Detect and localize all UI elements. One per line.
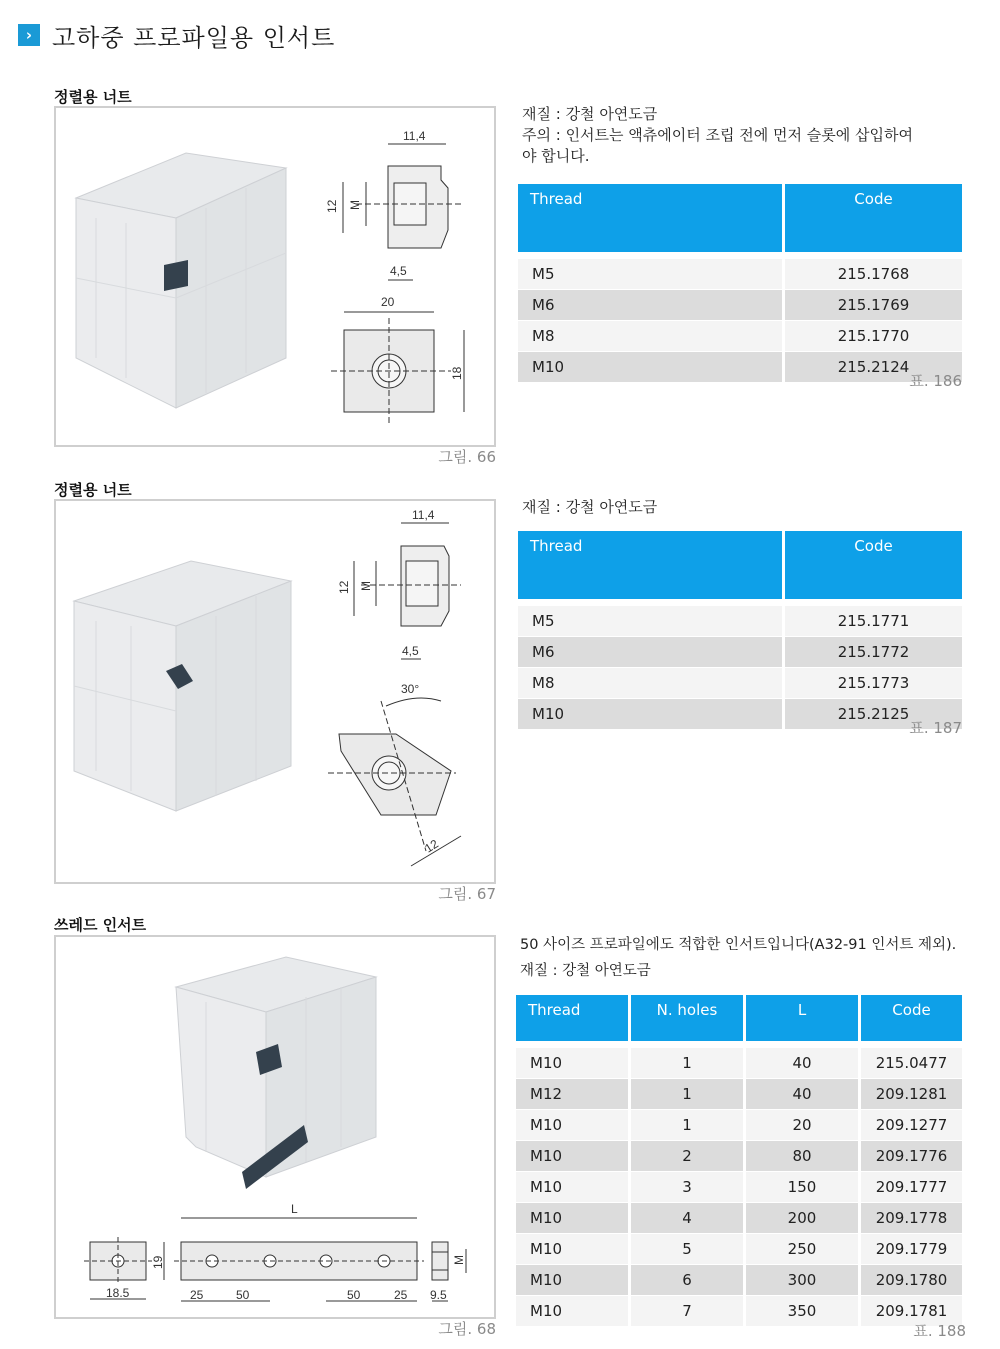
figure-66 (54, 106, 496, 447)
cell-l: 40 (746, 1078, 861, 1109)
dim-height-12: 12 (325, 199, 339, 213)
dim-length-l: L (291, 1202, 298, 1216)
table-row (518, 258, 962, 289)
col-header-code: Code (861, 995, 962, 1041)
dim-thread-m: M (348, 200, 362, 210)
cell-code: 209.1779 (861, 1233, 962, 1264)
spec-table-187 (518, 531, 962, 729)
cell-l: 250 (746, 1233, 861, 1264)
cell-n-holes: 4 (631, 1202, 746, 1233)
cell-code: 215.2124 (785, 351, 962, 382)
dim-12-diag: 12 (422, 836, 441, 856)
figure-66-drawing (56, 108, 494, 445)
cell-code: 215.1773 (785, 667, 962, 698)
profile-block-illustration (176, 957, 376, 1189)
section-title-thread-insert: 쓰레드 인서트 (54, 916, 147, 934)
section-1-description (522, 104, 968, 167)
cell-thread: M10 (516, 1202, 631, 1233)
cell-code: 209.1778 (861, 1202, 962, 1233)
section-title-alignment-nut-2: 정렬용 너트 (54, 481, 132, 499)
cell-thread: M10 (516, 1171, 631, 1202)
cell-code: 215.2125 (785, 698, 962, 729)
dim-20: 20 (381, 295, 395, 309)
table-row (518, 289, 962, 320)
cell-code: 215.1771 (785, 605, 962, 636)
dim-19: 19 (151, 1255, 165, 1269)
dim-angle-30: 30° (401, 682, 420, 696)
cell-l: 20 (746, 1109, 861, 1140)
cell-thread: M6 (518, 289, 785, 320)
cell-l: 200 (746, 1202, 861, 1233)
spec-table-188 (516, 995, 962, 1326)
description-line: 재질 : 강철 아연도금 (522, 105, 658, 123)
description-line: 재질 : 강철 아연도금 (520, 963, 651, 979)
page-title: 고하중 프로파일용 인서트 (52, 23, 336, 52)
page-header (18, 18, 335, 52)
cell-n-holes: 1 (631, 1078, 746, 1109)
cell-thread: M12 (516, 1078, 631, 1109)
cell-n-holes: 3 (631, 1171, 746, 1202)
profile-block-illustration (74, 561, 291, 811)
figure-caption-68: 그림. 68 (438, 1320, 496, 1338)
cell-l: 40 (746, 1047, 861, 1078)
table-caption-188: 표. 188 (913, 1322, 966, 1340)
description-line: 주의 : 인서트는 액츄에이터 조립 전에 먼저 슬롯에 삽입하여 (522, 126, 913, 144)
table-row (516, 1109, 962, 1140)
col-header-l: L (746, 995, 861, 1041)
cell-l: 300 (746, 1264, 861, 1295)
table-row (516, 1202, 962, 1233)
cell-thread: M10 (516, 1233, 631, 1264)
cell-code: 209.1781 (861, 1295, 962, 1326)
spec-table-186 (518, 184, 962, 382)
figure-67 (54, 499, 496, 884)
chevron-right-icon: › (18, 24, 40, 46)
nut-angled-view (328, 701, 456, 851)
cell-l: 150 (746, 1171, 861, 1202)
table-caption-186: 표. 186 (909, 372, 962, 390)
cell-thread: M10 (516, 1295, 631, 1326)
dim-thread-m: M (359, 581, 373, 591)
section-2-description (522, 497, 968, 518)
insert-end-view (84, 1237, 152, 1285)
cell-n-holes: 2 (631, 1140, 746, 1171)
table-row (516, 1264, 962, 1295)
cell-n-holes: 5 (631, 1233, 746, 1264)
cell-thread: M10 (516, 1140, 631, 1171)
cell-n-holes: 7 (631, 1295, 746, 1326)
dim-25-right: 25 (394, 1288, 408, 1302)
dim-height-12: 12 (337, 580, 351, 594)
cell-thread: M10 (518, 351, 785, 382)
cell-thread: M10 (516, 1264, 631, 1295)
section-title-alignment-nut-1: 정렬용 너트 (54, 88, 132, 106)
table-row (516, 1140, 962, 1171)
insert-side-view (432, 1242, 448, 1280)
cell-thread: M10 (516, 1047, 631, 1078)
cell-l: 80 (746, 1140, 861, 1171)
dim-50-right: 50 (347, 1288, 361, 1302)
cell-code: 215.1768 (785, 258, 962, 289)
col-header-thread: Thread (516, 995, 631, 1041)
col-header-thread: Thread (518, 184, 785, 252)
dim-width-11-4: 11,4 (403, 129, 426, 143)
insert-bar-view (174, 1242, 424, 1280)
table-caption-187: 표. 187 (909, 719, 962, 737)
dim-thread-m: M (452, 1255, 466, 1265)
cell-thread: M10 (518, 698, 785, 729)
cell-thread: M8 (518, 320, 785, 351)
col-header-code: Code (785, 184, 962, 252)
cell-thread: M5 (518, 605, 785, 636)
cell-thread: M5 (518, 258, 785, 289)
dim-9-5: 9.5 (430, 1288, 447, 1302)
cell-l: 350 (746, 1295, 861, 1326)
description-line: 50 사이즈 프로파일에도 적합한 인서트입니다(A32-91 인서트 제외). (520, 937, 957, 953)
cell-n-holes: 1 (631, 1109, 746, 1140)
dim-4-5: 4,5 (390, 264, 407, 278)
cell-code: 209.1776 (861, 1140, 962, 1171)
cell-n-holes: 1 (631, 1047, 746, 1078)
dim-25-left: 25 (190, 1288, 204, 1302)
nut-side-view (356, 166, 461, 248)
figure-68 (54, 935, 496, 1319)
dim-width-11-4: 11,4 (412, 508, 435, 522)
cell-code: 209.1780 (861, 1264, 962, 1295)
cell-thread: M6 (518, 636, 785, 667)
col-header-code: Code (785, 531, 962, 599)
figure-caption-66: 그림. 66 (438, 448, 496, 466)
section-3-description (520, 932, 980, 984)
table-row (518, 605, 962, 636)
cell-thread: M8 (518, 667, 785, 698)
table-row (518, 320, 962, 351)
cell-code: 215.1769 (785, 289, 962, 320)
cell-code: 215.0477 (861, 1047, 962, 1078)
cell-code: 209.1281 (861, 1078, 962, 1109)
col-header-n-holes: N. holes (631, 995, 746, 1041)
table-row (518, 636, 962, 667)
description-line: 야 합니다. (522, 147, 590, 165)
table-row (516, 1171, 962, 1202)
cell-code: 209.1777 (861, 1171, 962, 1202)
cell-thread: M10 (516, 1109, 631, 1140)
table-row (516, 1233, 962, 1264)
col-header-thread: Thread (518, 531, 785, 599)
dim-4-5: 4,5 (402, 644, 419, 658)
description-line: 재질 : 강철 아연도금 (522, 498, 658, 516)
dim-18: 18 (450, 366, 464, 380)
table-row (516, 1078, 962, 1109)
dim-50-left: 50 (236, 1288, 250, 1302)
dim-18-5: 18.5 (106, 1286, 130, 1300)
figure-67-drawing (56, 501, 494, 882)
figure-68-drawing (56, 937, 494, 1317)
table-row (518, 667, 962, 698)
figure-caption-67: 그림. 67 (438, 885, 496, 903)
nut-top-view (331, 318, 451, 426)
cell-n-holes: 6 (631, 1264, 746, 1295)
cell-code: 209.1277 (861, 1109, 962, 1140)
cell-code: 215.1770 (785, 320, 962, 351)
cell-code: 215.1772 (785, 636, 962, 667)
table-row (516, 1047, 962, 1078)
profile-block-illustration (76, 153, 286, 408)
